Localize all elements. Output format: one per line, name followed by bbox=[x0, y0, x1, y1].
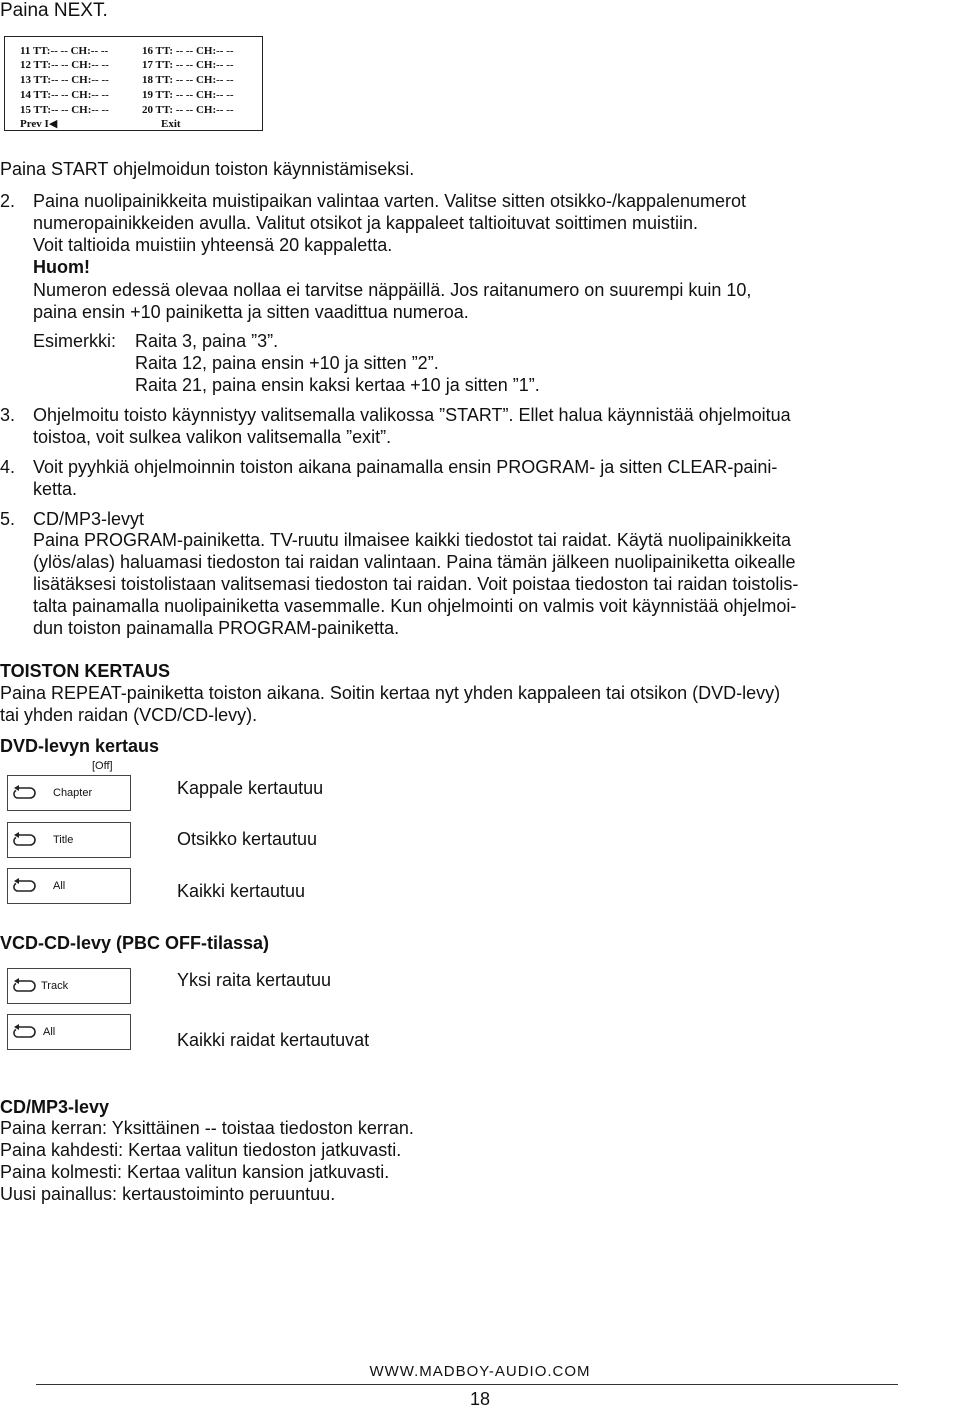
step-2-line-2: numeropainikkeiden avulla. Valitut otsikot ja kappaleet taltioituvat soittimen muistiin. bbox=[33, 213, 699, 233]
exit-button: Exit bbox=[161, 118, 181, 130]
step-5-line-1: Paina PROGRAM-painiketta. TV-ruutu ilmaisee kaikki tiedostot tai raidat. Käytä nuolipainikkeita bbox=[33, 530, 792, 550]
step-4-line-1: Voit pyyhkiä ohjelmoinnin toiston aikana painamalla ensin PROGRAM- ja sitten CLEAR-paini- bbox=[33, 457, 778, 477]
step-5-line-3: lisätäksesi toistolistaan valitsemasi tiedoston tai raidan. Voit poistaa tiedoston tai raidan toistolis- bbox=[33, 574, 799, 594]
cdmp3-line-1: Paina kerran: Yksittäinen -- toistaa tiedoston kerran. bbox=[0, 1118, 414, 1138]
example-2: Raita 12, paina ensin +10 ja sitten ”2”. bbox=[135, 353, 439, 373]
step-5-line-2: (ylös/alas) haluamasi tiedoston tai raidan valintaan. Paina tämän jälkeen nuolipainiketta oikealle bbox=[33, 552, 796, 572]
repeat-icon bbox=[11, 784, 37, 802]
program-slot-13: 13 TT:-- -- CH:-- -- bbox=[20, 74, 109, 86]
repeat-all-label: All bbox=[53, 880, 66, 892]
program-slot-16: 16 TT: -- -- CH:-- -- bbox=[142, 45, 234, 57]
footer-url: WWW.MADBOY-AUDIO.COM bbox=[369, 1363, 591, 1380]
step-2-number: 2. bbox=[0, 191, 16, 211]
vcd-heading: VCD-CD-levy (PBC OFF-tilassa) bbox=[0, 933, 270, 953]
cdmp3-line-4: Uusi painallus: kertaustoiminto peruuntuu. bbox=[0, 1184, 336, 1204]
repeat-track-label: Track bbox=[41, 980, 69, 992]
repeat-title-display bbox=[7, 822, 131, 858]
repeat-title-desc: Otsikko kertautuu bbox=[177, 829, 318, 849]
step-2-line-1: Paina nuolipainikkeita muistipaikan valintaa varten. Valitse sitten otsikko-/kappalenumerot bbox=[33, 191, 747, 211]
note-title: Huom! bbox=[33, 257, 90, 277]
cdmp3-line-2: Paina kahdesti: Kertaa valitun tiedoston jatkuvasti. bbox=[0, 1140, 402, 1160]
step-3-line-2: toistoa, voit sulkea valikon valitsemalla ”exit”. bbox=[33, 427, 392, 447]
off-label: [Off] bbox=[92, 760, 113, 772]
step-3-line-1: Ohjelmoitu toisto käynnistyy valitsemalla valikossa ”START”. Ellet halua käynnistää ohjelmoitua bbox=[33, 405, 791, 425]
repeat-icon bbox=[11, 1023, 37, 1041]
cdmp3-heading: CD/MP3-levy bbox=[0, 1097, 110, 1117]
step-4-line-2: ketta. bbox=[33, 479, 78, 499]
footer-divider bbox=[36, 1384, 898, 1385]
note-line-1: Numeron edessä olevaa nollaa ei tarvitse näppäillä. Jos raitanumero on suurempi kuin 10, bbox=[33, 280, 752, 300]
step-2-line-3: Voit taltioida muistiin yhteensä 20 kappaletta. bbox=[33, 235, 393, 255]
repeat-all-tracks-desc: Kaikki raidat kertautuvat bbox=[177, 1030, 370, 1050]
repeat-icon bbox=[11, 831, 37, 849]
repeat-track-desc: Yksi raita kertautuu bbox=[177, 970, 332, 990]
program-slot-11: 11 TT:-- -- CH:-- -- bbox=[20, 45, 109, 57]
repeat-line-2: tai yhden raidan (VCD/CD-levy). bbox=[0, 705, 258, 725]
intro-line: Paina NEXT. bbox=[0, 0, 108, 21]
program-slot-20: 20 TT: -- -- CH:-- -- bbox=[142, 104, 234, 116]
page-number: 18 bbox=[469, 1389, 491, 1409]
example-1: Raita 3, paina ”3”. bbox=[135, 331, 279, 351]
step-5-number: 5. bbox=[0, 509, 16, 529]
repeat-all-display bbox=[7, 868, 131, 904]
repeat-all-tracks-label: All bbox=[43, 1026, 56, 1038]
repeat-track-display bbox=[7, 968, 131, 1004]
step-4-number: 4. bbox=[0, 457, 16, 477]
repeat-icon bbox=[11, 877, 37, 895]
step-3-number: 3. bbox=[0, 405, 16, 425]
step-5-line-4: talta painamalla nuolipainiketta vasemmalle. Kun ohjelmointi on valmis voit käynnistää ohjelmoi- bbox=[33, 596, 797, 616]
program-table bbox=[4, 36, 263, 131]
step-5-title: CD/MP3-levyt bbox=[33, 509, 145, 529]
repeat-heading: TOISTON KERTAUS bbox=[0, 661, 171, 681]
note-line-2: paina ensin +10 painiketta ja sitten vaadittua numeroa. bbox=[33, 302, 469, 322]
repeat-line-1: Paina REPEAT-painiketta toiston aikana. Soitin kertaa nyt yhden kappaleen tai otsikon (DVD-levy) bbox=[0, 683, 781, 703]
repeat-chapter-label: Chapter bbox=[53, 787, 93, 799]
repeat-chapter-display bbox=[7, 775, 131, 811]
program-slot-14: 14 TT:-- -- CH:-- -- bbox=[20, 89, 109, 101]
prev-button: Prev I◀ bbox=[20, 118, 58, 130]
program-slot-12: 12 TT:-- -- CH:-- -- bbox=[20, 59, 109, 71]
repeat-title-label: Title bbox=[53, 834, 74, 846]
repeat-chapter-desc: Kappale kertautuu bbox=[177, 778, 324, 798]
repeat-all-tracks-display bbox=[7, 1014, 131, 1050]
dvd-heading: DVD-levyn kertaus bbox=[0, 736, 160, 756]
program-slot-15: 15 TT:-- -- CH:-- -- bbox=[20, 104, 109, 116]
example-3: Raita 21, paina ensin kaksi kertaa +10 ja sitten ”1”. bbox=[135, 375, 540, 395]
program-slot-18: 18 TT: -- -- CH:-- -- bbox=[142, 74, 234, 86]
program-slot-17: 17 TT: -- -- CH:-- -- bbox=[142, 59, 234, 71]
repeat-icon bbox=[11, 977, 37, 995]
program-slot-19: 19 TT: -- -- CH:-- -- bbox=[142, 89, 234, 101]
example-label: Esimerkki: bbox=[33, 331, 117, 351]
repeat-all-desc: Kaikki kertautuu bbox=[177, 881, 306, 901]
cdmp3-line-3: Paina kolmesti: Kertaa valitun kansion jatkuvasti. bbox=[0, 1162, 390, 1182]
step-5-line-5: dun toiston painamalla PROGRAM-painiketta. bbox=[33, 618, 400, 638]
start-instruction: Paina START ohjelmoidun toiston käynnistämiseksi. bbox=[0, 159, 415, 179]
